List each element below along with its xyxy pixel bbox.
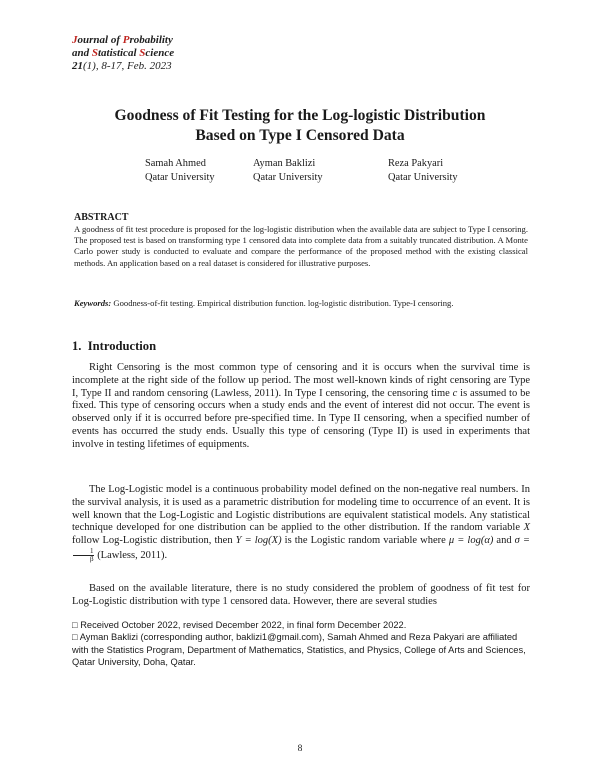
paragraph-1: Right Censoring is the most common type of censoring and it is occurs when the survival time is incomplete at the right side of the follow up period. The most well-known kinds of right censoring are Type I, Type II and random censoring (Lawless, 2011). In Type I censoring, the censoring time c is assumed to be fixed. This type of censoring occurs when a study ends and the event of interest did not occur. The event is observed only if it is occurred before pre-specified time. In Type II censoring, when a specified number of events has occurred the study ends. Usually this type of censoring (Type II) is used in experiments that involve in testing lifetimes of equipments. <box>72 362 530 450</box>
section-heading: 1. Introduction <box>72 339 157 353</box>
author-name: Samah Ahmed <box>145 158 206 169</box>
footnote-received: □ Received October 2022, revised December 2022, in final form December 2022. <box>72 620 407 630</box>
title-line-1: Goodness of Fit Testing for the Log-logistic Distribution <box>114 107 486 124</box>
keywords-label: Keywords: <box>74 298 112 308</box>
keywords <box>74 298 528 309</box>
author-affiliation: Qatar University <box>145 172 215 183</box>
page-number: 8 <box>297 744 303 754</box>
abstract-heading: ABSTRACT <box>74 212 129 223</box>
paragraph-2: The Log-Logistic model is a continuous probability model defined on the non-negative real numbers. In the survival analysis, it is used as a parametric distribution for modeling time to occurrence of an event. It is well known that the Log-Logistic and Logistic distributions are equivalent statistical models. Any statistical technique developed for one distribution can be applied to the other distribution. If the random variable X follow Log-Logistic distribution, then Y = log(X) is the Logistic random variable where μ = log(α) and σ = $\frac{1}{\beta}$ (Lawless, 2011). <box>72 484 531 563</box>
author-name: Ayman Baklizi <box>253 158 316 169</box>
fraction-one-over-beta: $\frac{1}{\beta}$ <box>73 548 94 563</box>
equation-y-log-x: Y = log(X) <box>235 535 282 547</box>
footnote-affiliation: □ Ayman Baklizi (corresponding author, baklizi1@gmail.com), Samah Ahmed and Reza Pakyari are affiliated with the Statistics Program, Department of Mathematics, Statistics, and Physics, College of Arts and Sciences, Qatar University, Doha, Qatar. <box>72 632 526 668</box>
author-affiliation: Qatar University <box>253 172 323 183</box>
paragraph-3: Based on the available literature, there is no study considered the problem of goodness of fit test for Log-Logistic distribution with type 1 censored data. However, there are several studies <box>72 583 530 607</box>
paper-title <box>60 106 540 146</box>
abstract-text: A goodness of fit test procedure is proposed for the log-logistic distribution when the available data are subject to Type I censoring. The proposed test is based on transforming type 1 censored data into complete data from a suitably truncated distribution. A Monte Carlo power study is conducted to evaluate and compare the performance of the proposed method with the existing classical methods. An application based on a real dataset is considered for illustrative purposes. <box>74 224 528 268</box>
equation-mu-log-alpha: μ = log(α) <box>448 535 494 547</box>
author-1 <box>145 157 215 185</box>
journal-name-line1: Journal of Probability <box>72 34 173 46</box>
author-name: Reza Pakyari <box>388 158 444 169</box>
author-2 <box>253 157 323 185</box>
author-3 <box>388 157 458 185</box>
journal-volume: 21(1), 8-17, Feb. 2023 <box>72 60 172 72</box>
author-affiliation: Qatar University <box>388 172 458 183</box>
journal-name-line2: and Statistical Science <box>72 47 175 59</box>
keywords-text: Goodness-of-fit testing. Empirical distribution function. log-logistic distribution. Type-I censoring. <box>111 298 454 308</box>
journal-header <box>72 34 174 73</box>
title-line-2: Based on Type I Censored Data <box>195 127 405 144</box>
